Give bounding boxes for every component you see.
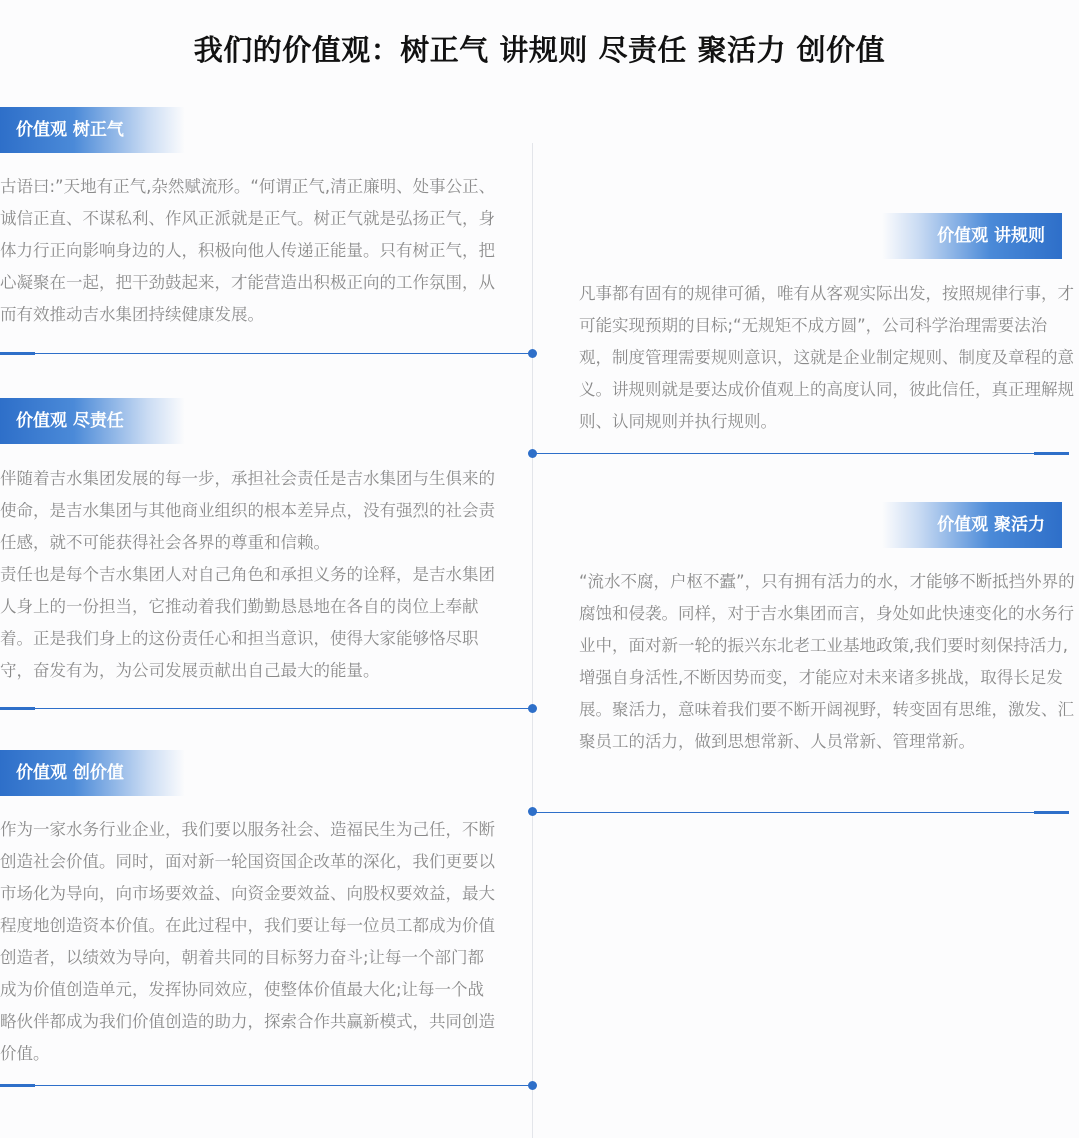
section-divider bbox=[533, 812, 1069, 813]
timeline-dot bbox=[528, 704, 537, 713]
section-text-jin-zeren bbox=[0, 463, 500, 687]
paragraph: 凡事都有固有的规律可循，唯有从客观实际出发，按照规律行事，才可能实现预期的目标;“无规矩不成方圆”，公司科学治理需要法治观，制度管理需要规则意识，这就是企业制定规则、制度及章程的意义。讲规则就是要达成价值观上的高度认同，彼此信任，真正理解规则、认同规则并执行规则。 bbox=[579, 284, 1074, 431]
section-text-jiang-guize bbox=[579, 278, 1079, 438]
timeline-dot bbox=[528, 1081, 537, 1090]
section-divider bbox=[0, 708, 530, 709]
divider-accent bbox=[0, 352, 35, 355]
section-divider bbox=[533, 453, 1069, 454]
paragraph: 伴随着吉水集团发展的每一步，承担社会责任是吉水集团与生俱来的使命，是吉水集团与其他商业组织的根本差异点，没有强烈的社会责任感，就不可能获得社会各界的尊重和信赖。 bbox=[0, 469, 495, 552]
timeline-dot bbox=[528, 807, 537, 816]
section-tag-shu-zhengqi: 价值观 树正气 bbox=[0, 107, 185, 153]
paragraph: 作为一家水务行业企业，我们要以服务社会、造福民生为己任，不断创造社会价值。同时，面对新一轮国资国企改革的深化，我们更要以市场化为导向，向市场要效益、向资金要效益、向股权要效益，最大程度地创造资本价值。在此过程中，我们要让每一位员工都成为价值创造者，以绩效为导向，朝着共同的目标努力奋斗;让每一个部门都成为价值创造单元，发挥协同效应，使整体价值最大化;让每一个战略伙伴都成为我们价值创造的助力，探索合作共赢新模式，共同创造价值。 bbox=[0, 820, 495, 1063]
paragraph: 古语曰:”天地有正气,杂然赋流形。“何谓正气,清正廉明、处事公正、诚信正直、不谋私利、作风正派就是正气。树正气就是弘扬正气，身体力行正向影响身边的人，积极向他人传递正能量。只有树正气，把心凝聚在一起，把干劲鼓起来，才能营造出积极正向的工作氛围，从而有效推动吉水集团持续健康发展。 bbox=[0, 177, 496, 324]
section-divider bbox=[0, 1085, 530, 1086]
section-text-chuang-jiazhi bbox=[0, 814, 500, 1070]
timeline-dot bbox=[528, 349, 537, 358]
section-divider bbox=[0, 353, 530, 354]
paragraph: 责任也是每个吉水集团人对自己角色和承担义务的诠释，是吉水集团人身上的一份担当，它推动着我们勤勤恳恳地在各自的岗位上奉献着。正是我们身上的这份责任心和担当意识，使得大家能够恪尽职守，奋发有为，为公司发展贡献出自己最大的能量。 bbox=[0, 565, 495, 680]
section-tag-chuang-jiazhi: 价值观 创价值 bbox=[0, 750, 185, 796]
timeline-axis bbox=[532, 143, 533, 1138]
section-tag-jiang-guize: 价值观 讲规则 bbox=[882, 213, 1062, 259]
section-text-shu-zhengqi bbox=[0, 171, 500, 331]
section-text-ju-huoli bbox=[579, 566, 1079, 758]
divider-accent bbox=[0, 707, 35, 710]
page-title: 我们的价值观：树正气 讲规则 尽责任 聚活力 创价值 bbox=[193, 33, 886, 67]
divider-accent bbox=[1034, 452, 1069, 455]
divider-accent bbox=[1034, 811, 1069, 814]
paragraph: “流水不腐，户枢不蠹”，只有拥有活力的水，才能够不断抵挡外界的腐蚀和侵袭。同样，对于吉水集团而言，身处如此快速变化的水务行业中，面对新一轮的振兴东北老工业基地政策,我们要时刻保持活力,增强自身活性,不断因势而变，才能应对未来诸多挑战，取得长足发展。聚活力，意味着我们要不断开阔视野，转变固有思维，激发、汇聚员工的活力，做到思想常新、人员常新、管理常新。 bbox=[579, 572, 1075, 751]
section-tag-jin-zeren: 价值观 尽责任 bbox=[0, 398, 185, 444]
timeline-dot bbox=[528, 449, 537, 458]
section-tag-ju-huoli: 价值观 聚活力 bbox=[882, 502, 1062, 548]
divider-accent bbox=[0, 1084, 35, 1087]
